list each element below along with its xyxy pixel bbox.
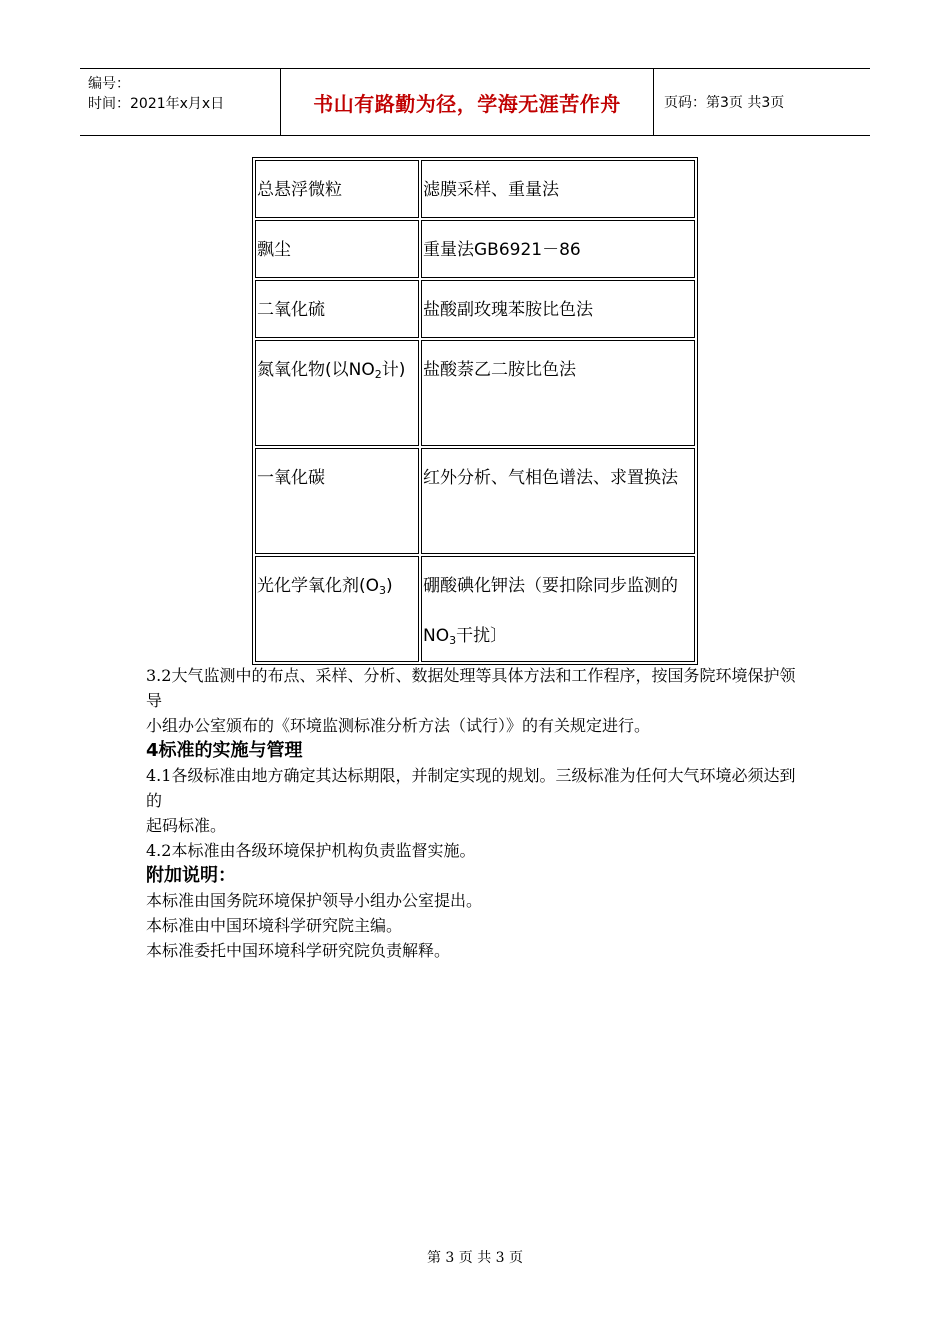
table-row — [255, 160, 695, 218]
monitoring-methods-table — [252, 157, 698, 665]
paragraph-3-2-line1: 3.2大气监测中的布点、采样、分析、数据处理等具体方法和工作程序，按国务院环境保护领导 — [146, 666, 796, 710]
header-motto: 书山有路勤为径，学海无涯苦作舟 — [313, 91, 621, 116]
pollutant-cell — [255, 556, 419, 662]
pollutant-cell: 一氧化碳 — [255, 448, 419, 554]
table-row — [255, 280, 695, 338]
subscript: 2 — [374, 368, 382, 381]
method-cell — [421, 556, 695, 662]
paragraph-3-2-line2: 小组办公室颁布的《环境监测标准分析方法（试行）》的有关规定进行。 — [146, 716, 651, 735]
pollutant-text: 氮氧化物(以NO — [257, 360, 375, 380]
pollutant-text: 光化学氧化剂(O — [257, 576, 380, 596]
subscript: 3 — [379, 584, 387, 597]
table-row — [255, 556, 695, 662]
pollutant-cell: 总悬浮微粒 — [255, 160, 419, 218]
table-row — [255, 448, 695, 554]
pollutant-cell: 飘尘 — [255, 220, 419, 278]
subscript: 3 — [449, 634, 457, 647]
method-cell: 盐酸副玫瑰苯胺比色法 — [421, 280, 695, 338]
additional-notes-heading: 附加说明： — [146, 865, 236, 886]
header-page-info: 页码：第3页 共3页 — [664, 95, 785, 111]
page-header — [80, 68, 870, 136]
method-cell: 红外分析、气相色谱法、求置换法 — [421, 448, 695, 554]
pollutant-text-end: ) — [386, 576, 393, 596]
paragraph-4-1-line2: 起码标准。 — [146, 816, 227, 835]
method-text-end: 干扰〕 — [456, 626, 508, 646]
section-heading-4: 4标准的实施与管理 — [146, 740, 303, 761]
note-line-2: 本标准由中国环境科学研究院主编。 — [146, 916, 403, 935]
method-cell: 重量法GB6921－86 — [421, 220, 695, 278]
pollutant-cell: 二氧化硫 — [255, 280, 419, 338]
header-meta — [80, 69, 281, 135]
paragraph-4-2: 4.2本标准由各级环境保护机构负责监督实施。 — [146, 841, 476, 860]
table-row — [255, 220, 695, 278]
method-text: 硼酸碘化钾法（要扣除同步监测的NO — [423, 576, 678, 646]
pollutant-text-end: 计) — [381, 360, 406, 380]
pollutant-cell — [255, 340, 419, 446]
note-line-1: 本标准由国务院环境保护领导小组办公室提出。 — [146, 891, 483, 910]
method-cell: 滤膜采样、重量法 — [421, 160, 695, 218]
document-number-label: 编号： — [88, 76, 130, 92]
header-motto-cell — [281, 69, 654, 135]
table-row — [255, 340, 695, 446]
document-time: 时间：2021年x月x日 — [88, 96, 225, 112]
paragraph-4-1-line1: 4.1各级标准由地方确定其达标期限，并制定实现的规划。三级标准为任何大气环境必须达到的 — [146, 766, 796, 810]
method-cell: 盐酸萘乙二胺比色法 — [421, 340, 695, 446]
note-line-3: 本标准委托中国环境科学研究院负责解释。 — [146, 941, 451, 960]
page-footer: 第 3 页 共 3 页 — [426, 1250, 524, 1266]
document-body — [146, 663, 806, 963]
